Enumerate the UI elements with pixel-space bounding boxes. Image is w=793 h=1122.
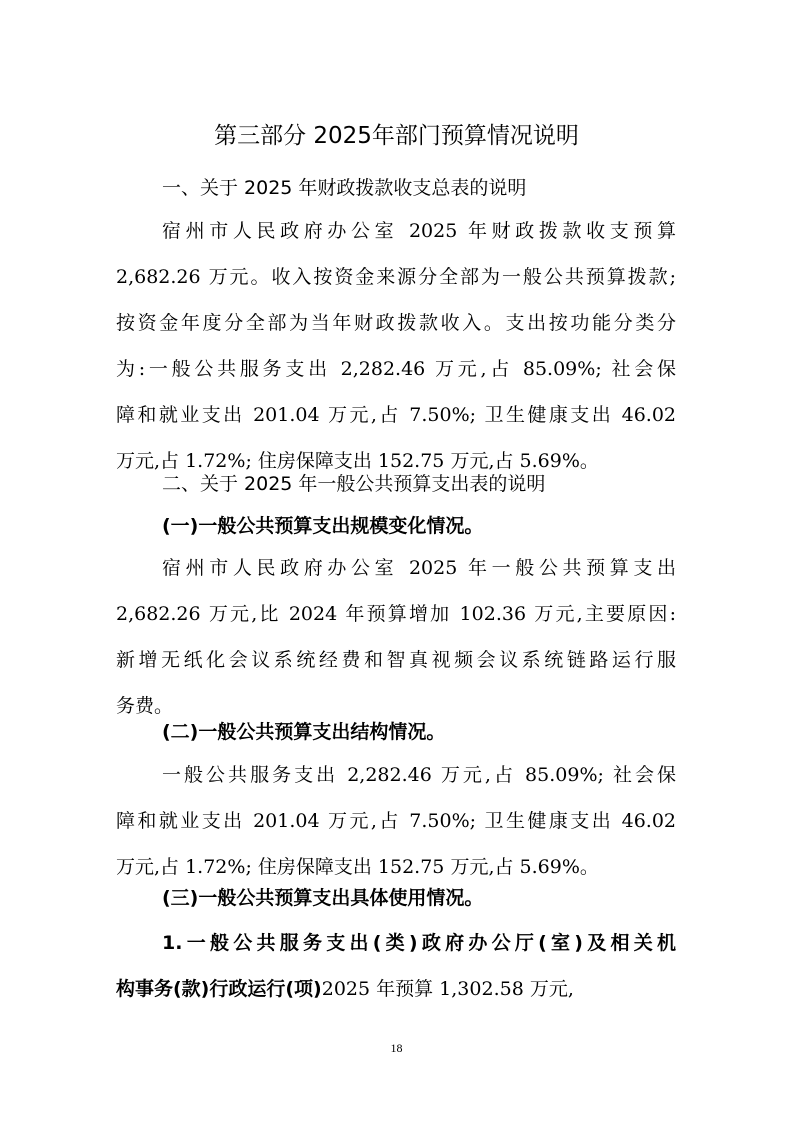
paragraph-line: 万元,占 1.72%; 住房保障支出 152.75 万元,占 5.69%。 <box>116 450 599 472</box>
page-number: 18 <box>390 1041 403 1055</box>
paragraph-line: 万元,占 1.72%; 住房保障支出 152.75 万元,占 5.69%。 <box>116 856 599 878</box>
subsection-2-paragraph <box>116 752 676 890</box>
paragraph-line: 按资金年度分全部为当年财政拨款收入。支出按功能分类分 <box>116 312 676 334</box>
paragraph-line: 宿州市人民政府办公室 2025 年一般公共预算支出 <box>162 557 676 579</box>
paragraph-line: 障和就业支出 201.04 万元,占 7.50%; 卫生健康支出 46.02 <box>116 404 676 426</box>
paragraph-line: 为:一般公共服务支出 2,282.46 万元,占 85.09%; 社会保 <box>116 358 676 380</box>
paragraph-line: 一般公共服务支出 2,282.46 万元,占 85.09%; 社会保 <box>162 764 676 786</box>
subsection-2-heading: (二)一般公共预算支出结构情况。 <box>162 721 446 743</box>
paragraph-line: 2,682.26 万元,比 2024 年预算增加 102.36 万元,主要原因: <box>116 603 676 625</box>
paragraph-line: 新增无纸化会议系统经费和智真视频会议系统链路运行服 <box>116 649 676 671</box>
subsection-3-heading: (三)一般公共预算支出具体使用情况。 <box>162 887 484 909</box>
paragraph-line: 务费。 <box>116 695 174 717</box>
item-1-tail-segment: 2025 年预算 1,302.58 万元, <box>321 978 574 1000</box>
subsection-3-item-1 <box>116 920 676 1012</box>
item-1-bold-line: 1.一般公共服务支出(类)政府办公厅(室)及相关机 <box>162 932 676 954</box>
item-1-bold-segment: 构事务(款)行政运行(项) <box>116 978 322 1000</box>
paragraph-line: 2,682.26 万元。收入按资金来源分全部为一般公共预算拨款; <box>116 266 676 288</box>
section-1-paragraph <box>116 208 676 484</box>
paragraph-line: 障和就业支出 201.04 万元,占 7.50%; 卫生健康支出 46.02 <box>116 810 676 832</box>
subsection-1-heading: (一)一般公共预算支出规模变化情况。 <box>162 515 484 537</box>
item-1-mixed-line <box>116 966 676 1012</box>
paragraph-line: 宿州市人民政府办公室 2025 年财政拨款收支预算 <box>162 220 676 242</box>
subsection-1-paragraph <box>116 545 676 729</box>
page-title: 第三部分 2025年部门预算情况说明 <box>214 123 579 149</box>
section-1-heading: 一、关于 2025 年财政拨款收支总表的说明 <box>162 177 527 199</box>
section-2-heading: 二、关于 2025 年一般公共预算支出表的说明 <box>162 473 546 495</box>
